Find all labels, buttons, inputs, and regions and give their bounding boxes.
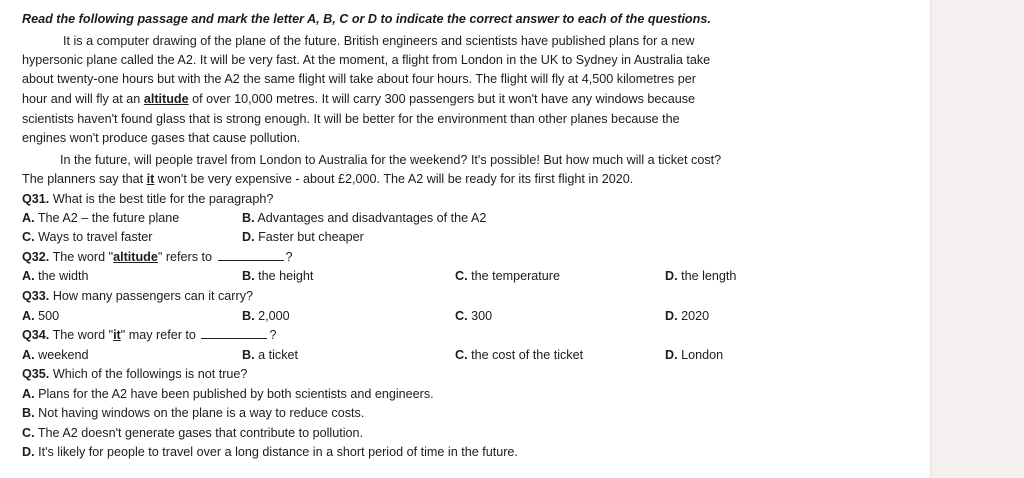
passage-line: hypersonic plane called the A2. It will be very fast. At the moment, a flight from London in the UK to Sydney in Australia take xyxy=(22,53,711,67)
q34-option-d[interactable] xyxy=(665,347,723,363)
passage-line: about twenty-one hours but with the A2 the same flight will take about four hours. The flight will fly at 4,500 kilometres per xyxy=(22,72,696,86)
question-end: ? xyxy=(285,250,293,264)
passage-line: In the future, will people travel from London to Australia for the weekend? It's possible! But how much will a ticket cost? xyxy=(60,153,722,167)
q32-option-c[interactable] xyxy=(455,268,560,284)
q33-option-c[interactable] xyxy=(455,308,492,324)
option-text: The A2 – the future plane xyxy=(34,211,180,225)
option-text: Faster but cheaper xyxy=(254,230,364,244)
question-text: Which of the followings is not true? xyxy=(52,367,248,381)
option-text: the cost of the ticket xyxy=(467,348,584,362)
passage-line: engines won't produce gases that cause pollution. xyxy=(22,131,301,145)
option-text: Not having windows on the plane is a way to reduce costs. xyxy=(34,406,365,420)
question-number: Q31. xyxy=(22,192,50,206)
right-margin-panel xyxy=(930,0,1024,478)
question-text: The word " xyxy=(52,250,114,264)
q34-option-c[interactable] xyxy=(455,347,583,363)
q32-option-a[interactable] xyxy=(22,268,89,284)
q31-option-d[interactable] xyxy=(242,229,364,245)
option-text: 300 xyxy=(467,309,493,323)
q33-option-b[interactable] xyxy=(242,308,290,324)
passage-text: won't be very expensive - about £2,000. The A2 will be ready for its first flight in 2020. xyxy=(154,172,634,186)
option-letter: B. xyxy=(242,269,255,283)
question-text: The word " xyxy=(52,328,114,342)
option-letter: B. xyxy=(242,309,255,323)
option-text: Ways to travel faster xyxy=(34,230,153,244)
q33-option-d[interactable] xyxy=(665,308,709,324)
passage-text: hour and will fly at an xyxy=(22,92,144,106)
answer-blank xyxy=(201,327,267,339)
question-number: Q33. xyxy=(22,289,50,303)
option-letter: D. xyxy=(665,309,678,323)
passage-line: scientists haven't found glass that is strong enough. It will be better for the environment than other planes because the xyxy=(22,112,680,126)
question-number: Q34. xyxy=(22,328,50,342)
option-letter: A. xyxy=(22,309,35,323)
q33-option-a[interactable] xyxy=(22,308,59,324)
option-text: the width xyxy=(34,269,89,283)
option-text: London xyxy=(677,348,724,362)
q34-option-b[interactable] xyxy=(242,347,298,363)
question-34 xyxy=(22,327,276,343)
question-number: Q35. xyxy=(22,367,50,381)
underlined-word-it: it xyxy=(146,172,155,186)
option-letter: A. xyxy=(22,348,35,362)
option-letter: B. xyxy=(22,406,35,420)
question-text: " may refer to xyxy=(120,328,196,342)
question-text: " refers to xyxy=(157,250,213,264)
question-35 xyxy=(22,366,247,382)
q35-option-a[interactable] xyxy=(22,386,434,402)
option-letter: D. xyxy=(242,230,255,244)
option-text: 2020 xyxy=(677,309,710,323)
question-end: ? xyxy=(269,328,277,342)
option-text: the temperature xyxy=(467,269,560,283)
option-text: The A2 doesn't generate gases that contribute to pollution. xyxy=(34,426,364,440)
option-letter: A. xyxy=(22,211,35,225)
option-text: 2,000 xyxy=(254,309,290,323)
option-letter: C. xyxy=(455,309,468,323)
answer-blank xyxy=(218,249,284,261)
passage-text: of over 10,000 metres. It will carry 300 passengers but it won't have any windows because xyxy=(188,92,696,106)
option-text: the height xyxy=(254,269,314,283)
question-32 xyxy=(22,249,293,265)
option-letter: A. xyxy=(22,387,35,401)
q32-option-b[interactable] xyxy=(242,268,313,284)
q31-option-b[interactable] xyxy=(242,210,486,226)
option-text: Plans for the A2 have been published by both scientists and engineers. xyxy=(34,387,434,401)
q35-option-c[interactable] xyxy=(22,425,363,441)
q35-option-b[interactable] xyxy=(22,405,364,421)
option-letter: C. xyxy=(22,230,35,244)
q35-option-d[interactable] xyxy=(22,444,518,460)
option-letter: B. xyxy=(242,211,255,225)
q31-option-a[interactable] xyxy=(22,210,179,226)
passage-text: The planners say that xyxy=(22,172,147,186)
q32-option-d[interactable] xyxy=(665,268,736,284)
option-letter: A. xyxy=(22,269,35,283)
option-text: Advantages and disadvantages of the A2 xyxy=(254,211,487,225)
option-text: It's likely for people to travel over a long distance in a short period of time in the future. xyxy=(34,445,518,459)
passage-line xyxy=(22,91,695,107)
option-letter: C. xyxy=(455,269,468,283)
question-31 xyxy=(22,191,273,207)
question-text: How many passengers can it carry? xyxy=(52,289,253,303)
option-text: weekend xyxy=(34,348,89,362)
option-letter: B. xyxy=(242,348,255,362)
question-text: What is the best title for the paragraph? xyxy=(52,192,274,206)
option-text: 500 xyxy=(34,309,60,323)
underlined-word-it: it xyxy=(113,328,121,342)
underlined-word-altitude: altitude xyxy=(113,250,158,264)
question-number: Q32. xyxy=(22,250,50,264)
q34-option-a[interactable] xyxy=(22,347,89,363)
passage-line xyxy=(22,171,633,187)
option-letter: C. xyxy=(455,348,468,362)
option-letter: D. xyxy=(665,269,678,283)
underlined-word-altitude: altitude xyxy=(143,92,189,106)
instruction-text: Read the following passage and mark the letter A, B, C or D to indicate the correct answer to each of the questions. xyxy=(22,12,711,26)
passage-line: It is a computer drawing of the plane of the future. British engineers and scientists have published plans for a new xyxy=(63,34,695,48)
option-letter: D. xyxy=(665,348,678,362)
question-33 xyxy=(22,288,253,304)
q31-option-c[interactable] xyxy=(22,229,152,245)
option-text: the length xyxy=(677,269,737,283)
option-text: a ticket xyxy=(254,348,298,362)
option-letter: C. xyxy=(22,426,35,440)
option-letter: D. xyxy=(22,445,35,459)
